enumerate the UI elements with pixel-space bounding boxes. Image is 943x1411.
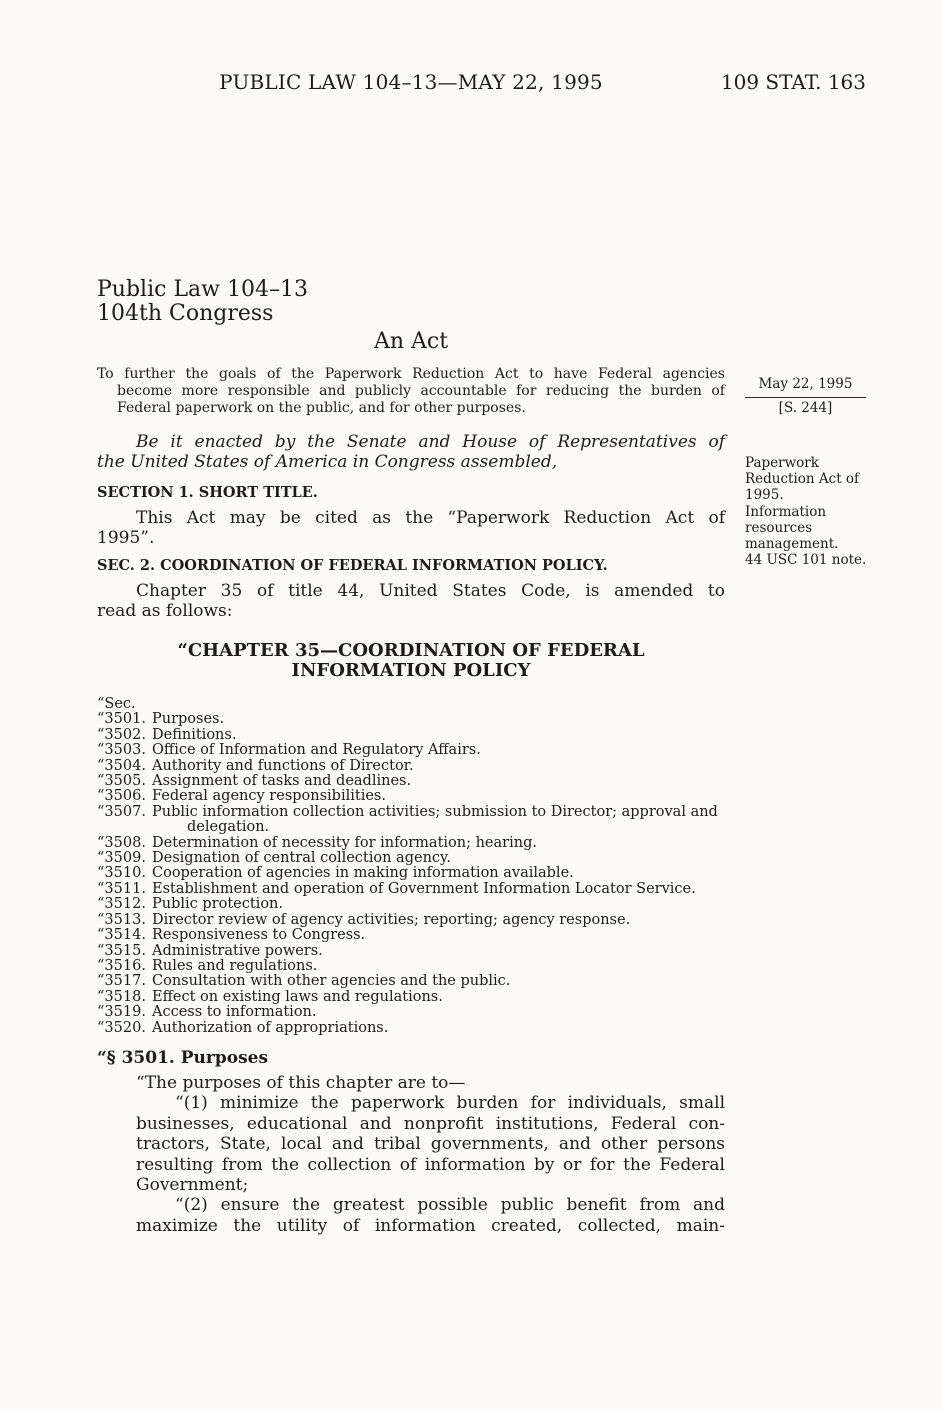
section-1-text — [97, 508, 725, 549]
margin-note-line: Paperwork — [745, 455, 819, 471]
toc-title: Establishment and operation of Government Information Locator Service. — [152, 880, 696, 897]
margin-notes — [745, 455, 885, 568]
margin-note-line: 44 USC 101 note. — [745, 552, 867, 569]
toc-number: “3516. — [97, 957, 146, 974]
toc-number: “3515. — [97, 942, 146, 959]
section-1-heading: SECTION 1. SHORT TITLE. — [97, 484, 318, 501]
margin-note-line: Reduction Act of — [745, 471, 860, 488]
section-1-line: This Act may be cited as the “Paperwork Reduction Act of — [136, 508, 725, 528]
act-title: An Act — [373, 329, 449, 354]
toc-number: “3505. — [97, 773, 146, 790]
toc-entry — [97, 990, 797, 1005]
toc-title: Administrative powers. — [152, 942, 323, 959]
toc-number: “3510. — [97, 865, 146, 882]
enacting-clause-line: the United States of America in Congress assembled, — [97, 452, 558, 473]
toc-number: “3512. — [97, 896, 146, 913]
toc-number: “3514. — [97, 927, 146, 944]
toc-entry — [97, 789, 797, 804]
toc-title: Cooperation of agencies in making information available. — [152, 865, 574, 882]
toc-entry — [97, 1021, 797, 1036]
margin-date: May 22, 1995 — [758, 376, 853, 392]
margin-note-line: management. — [745, 536, 839, 553]
toc-entry — [97, 974, 797, 989]
purpose-line: To further the goals of the Paperwork Reduction Act to have Federal agencies — [97, 366, 725, 382]
toc-continuation: delegation. — [187, 819, 270, 836]
toc-title: Consultation with other agencies and the public. — [152, 973, 511, 990]
toc-entry — [97, 897, 797, 912]
toc-number: “3520. — [97, 1019, 146, 1036]
toc-title: Assignment of tasks and deadlines. — [152, 773, 412, 790]
public-law-number: Public Law 104–13 — [97, 277, 308, 302]
toc-entry — [97, 882, 797, 897]
section-3501-line: maximize the utility of information created, collected, main- — [136, 1215, 725, 1236]
chapter-heading-line: “CHAPTER 35—COORDINATION OF FEDERAL — [177, 640, 645, 661]
section-2-heading: SEC. 2. COORDINATION OF FEDERAL INFORMATION POLICY. — [97, 557, 608, 574]
toc-title: Authority and functions of Director. — [152, 757, 414, 774]
section-1-line: 1995”. — [97, 528, 155, 549]
section-3501-line: resulting from the collection of information by or for the Federal — [136, 1154, 725, 1175]
enacting-clause-line: Be it enacted by the Senate and House of Representatives of — [136, 432, 725, 452]
section-3501-text — [136, 1073, 725, 1236]
toc-number: “3513. — [97, 911, 146, 928]
section-2-line: Chapter 35 of title 44, United States Code, is amended to — [136, 581, 725, 601]
toc-entry — [97, 913, 797, 928]
purpose-paragraph — [97, 366, 725, 417]
table-of-sections — [97, 697, 797, 1036]
margin-bill-number: [S. 244] — [778, 400, 833, 416]
toc-entry — [97, 928, 797, 943]
toc-entry — [97, 759, 797, 774]
toc-title: Responsiveness to Congress. — [152, 927, 366, 944]
section-2-line: read as follows: — [97, 601, 233, 622]
section-3501-heading: “§ 3501. Purposes — [97, 1048, 269, 1068]
chapter-heading-line: INFORMATION POLICY — [291, 659, 531, 681]
section-3501-line: Government; — [136, 1175, 249, 1196]
toc-entry — [97, 836, 797, 851]
toc-entry — [97, 743, 797, 758]
toc-number: “3508. — [97, 834, 146, 851]
statute-page-reference: 109 STAT. 163 — [720, 70, 866, 94]
toc-title: Definitions. — [152, 726, 237, 743]
toc-entry — [97, 774, 797, 789]
congress-label: 104th Congress — [97, 301, 274, 326]
toc-title: Designation of central collection agency. — [152, 850, 451, 867]
toc-number: “3504. — [97, 757, 146, 774]
law-caption — [97, 278, 308, 326]
section-3501-line: “The purposes of this chapter are to— — [136, 1073, 466, 1093]
toc-number: “3502. — [97, 726, 146, 743]
toc-entry — [97, 712, 797, 727]
margin-note-line: 1995. — [745, 487, 784, 504]
section-3501-line: tractors, State, local and tribal governments, and other persons — [136, 1134, 725, 1155]
section-3501-line: businesses, educational and nonprofit institutions, Federal con- — [136, 1113, 725, 1134]
toc-number: “3506. — [97, 788, 146, 805]
toc-title: Authorization of appropriations. — [152, 1019, 389, 1036]
purpose-line: Federal paperwork on the public, and for other purposes. — [117, 400, 526, 416]
toc-number: “3503. — [97, 742, 146, 759]
section-2-text — [97, 581, 725, 622]
toc-entry — [97, 728, 797, 743]
toc-title: Office of Information and Regulatory Affairs. — [152, 742, 481, 759]
purpose-line: become more responsible and publicly accountable for reducing the burden of — [117, 383, 725, 399]
enacting-clause — [97, 432, 725, 473]
toc-title: Access to information. — [152, 1004, 317, 1021]
margin-note-line: resources — [745, 519, 813, 536]
toc-title: Purposes. — [152, 711, 225, 728]
chapter-heading — [97, 641, 725, 680]
toc-entry — [97, 959, 797, 974]
toc-entry — [97, 944, 797, 959]
toc-entry — [97, 851, 797, 866]
toc-title: Public information collection activities; submission to Director; approval and — [152, 803, 718, 820]
toc-number: “3519. — [97, 1004, 146, 1021]
toc-title: Determination of necessity for information; hearing. — [152, 834, 537, 851]
toc-title: Effect on existing laws and regulations. — [152, 988, 443, 1005]
toc-title: Public protection. — [152, 896, 283, 913]
toc-number: “3511. — [97, 880, 146, 897]
toc-number: “3507. — [97, 803, 146, 820]
margin-note-line: Information — [745, 503, 827, 520]
toc-entry — [97, 805, 797, 836]
toc-sec-label: “Sec. — [97, 696, 136, 712]
margin-date-rule — [745, 397, 866, 398]
toc-number: “3518. — [97, 988, 146, 1005]
toc-title: Federal agency responsibilities. — [152, 788, 386, 805]
toc-title: Director review of agency activities; reporting; agency response. — [152, 911, 631, 928]
toc-entry — [97, 866, 797, 881]
toc-number: “3509. — [97, 850, 146, 867]
section-3501-line: “(2) ensure the greatest possible public benefit from and — [175, 1195, 725, 1216]
toc-number: “3501. — [97, 711, 146, 728]
toc-number: “3517. — [97, 973, 146, 990]
toc-title: Rules and regulations. — [152, 957, 318, 974]
running-head-title: PUBLIC LAW 104–13—MAY 22, 1995 — [219, 70, 603, 94]
section-3501-line: “(1) minimize the paperwork burden for individuals, small — [175, 1093, 725, 1114]
toc-entry — [97, 1005, 797, 1020]
